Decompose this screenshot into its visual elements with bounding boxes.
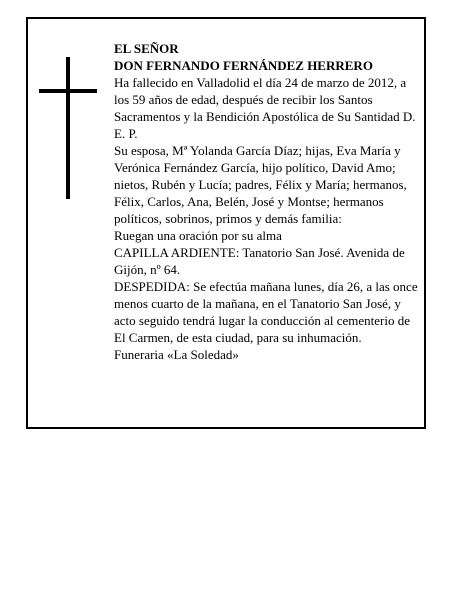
obituary-text	[114, 40, 420, 363]
notice-title-line-1: EL SEÑOR	[114, 41, 179, 56]
farewell-info: DESPEDIDA: Se efectúa mañana lunes, día 26, a las once menos cuarto de la mañana, en el Tanatorio San José, y acto seguido tendrá lugar la conducción al cementerio de El Carmen, de esta ciudad, para su inhumación.	[114, 279, 418, 345]
prayer-request: Ruegan una oración por su alma	[114, 228, 282, 243]
obituary-notice	[26, 17, 426, 429]
cross-icon	[39, 57, 97, 199]
deceased-name: DON FERNANDO FERNÁNDEZ HERRERO	[114, 58, 373, 73]
cross-vertical-bar	[66, 57, 70, 199]
funeral-home: Funeraria «La Soledad»	[114, 347, 239, 362]
chapel-info: CAPILLA ARDIENTE: Tanatorio San José. Avenida de Gijón, nº 64.	[114, 245, 405, 277]
cross-horizontal-bar	[39, 89, 97, 93]
family-list: Su esposa, Mª Yolanda García Díaz; hijas, Eva María y Verónica Fernández García, hijo político, David Amo; nietos, Rubén y Lucía; padres, Félix y María; hermanos, Félix, Carlos, Ana, Belén, José y Montse; hermanos políticos, sobrinos, primos y demás familia:	[114, 143, 407, 226]
death-announcement: Ha fallecido en Valladolid el día 24 de marzo de 2012, a los 59 años de edad, después de recibir los Santos Sacramentos y la Bendición Apostólica de Su Santidad D. E. P.	[114, 75, 416, 141]
